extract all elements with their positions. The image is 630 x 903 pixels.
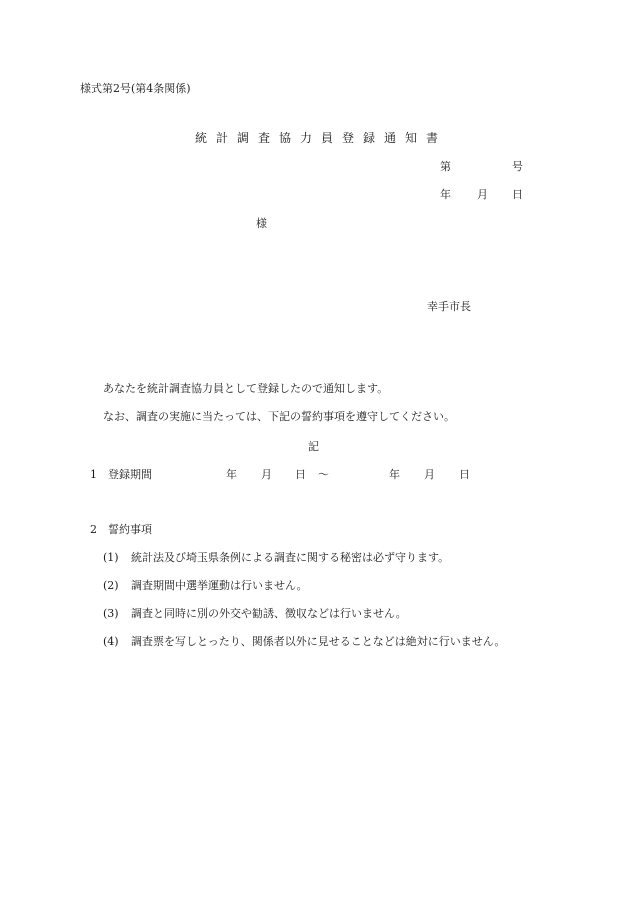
item-text: 調査と同時に別の外交や勧誘、徴収などは行いません。 xyxy=(131,607,407,620)
end-month: 月 xyxy=(424,468,435,481)
body-line-1: あなたを統計調査協力員として登録したので通知します。 xyxy=(103,382,389,395)
issuer-name: 幸手市長 xyxy=(427,300,471,313)
item-text: 統計法及び埼玉県条例による調査に関する秘密は必ず守ります。 xyxy=(131,551,450,564)
title-char: 計 xyxy=(216,131,229,145)
number-prefix: 第 xyxy=(440,160,451,173)
section-number: 2 xyxy=(90,523,97,536)
number-suffix: 号 xyxy=(512,160,523,173)
title-char: 登 xyxy=(342,131,355,145)
end-day: 日 xyxy=(459,468,470,481)
ki-marker: 記 xyxy=(308,440,319,453)
title-char: 通 xyxy=(384,131,397,145)
title-char: 録 xyxy=(363,131,376,145)
title-char: 知 xyxy=(405,131,418,145)
form-label: 様式第2号(第4条関係) xyxy=(80,82,191,95)
item-text: 調査期間中選挙運動は行いません。 xyxy=(131,579,308,592)
body-line-2: なお、調査の実施に当たっては、下記の誓約事項を遵守してください。 xyxy=(103,410,455,423)
section-number: 1 xyxy=(90,468,97,481)
item-number: (2) xyxy=(103,579,119,592)
title-char: 書 xyxy=(426,131,439,145)
date-year: 年 xyxy=(440,188,451,201)
title-char: 調 xyxy=(237,131,250,145)
section-label: 登録期間 xyxy=(108,468,152,481)
date-day: 日 xyxy=(512,188,523,201)
addressee-honorific: 様 xyxy=(256,217,267,230)
item-number: (3) xyxy=(103,607,119,620)
end-year: 年 xyxy=(389,468,400,481)
title-char: 力 xyxy=(300,131,313,145)
section-label: 誓約事項 xyxy=(108,523,152,536)
date-month: 月 xyxy=(477,188,488,201)
range-tilde: 〜 xyxy=(318,468,329,481)
start-month: 月 xyxy=(261,468,272,481)
item-text: 調査票を写しとったり、関係者以外に見せることなどは絶対に行いません。 xyxy=(131,635,506,648)
start-year: 年 xyxy=(226,468,237,481)
title-char: 統 xyxy=(195,131,208,145)
title-char: 協 xyxy=(279,131,292,145)
item-number: (1) xyxy=(103,551,119,564)
title-char: 査 xyxy=(258,131,271,145)
start-day: 日 xyxy=(295,468,306,481)
title-char: 員 xyxy=(321,131,334,145)
item-number: (4) xyxy=(103,635,119,648)
